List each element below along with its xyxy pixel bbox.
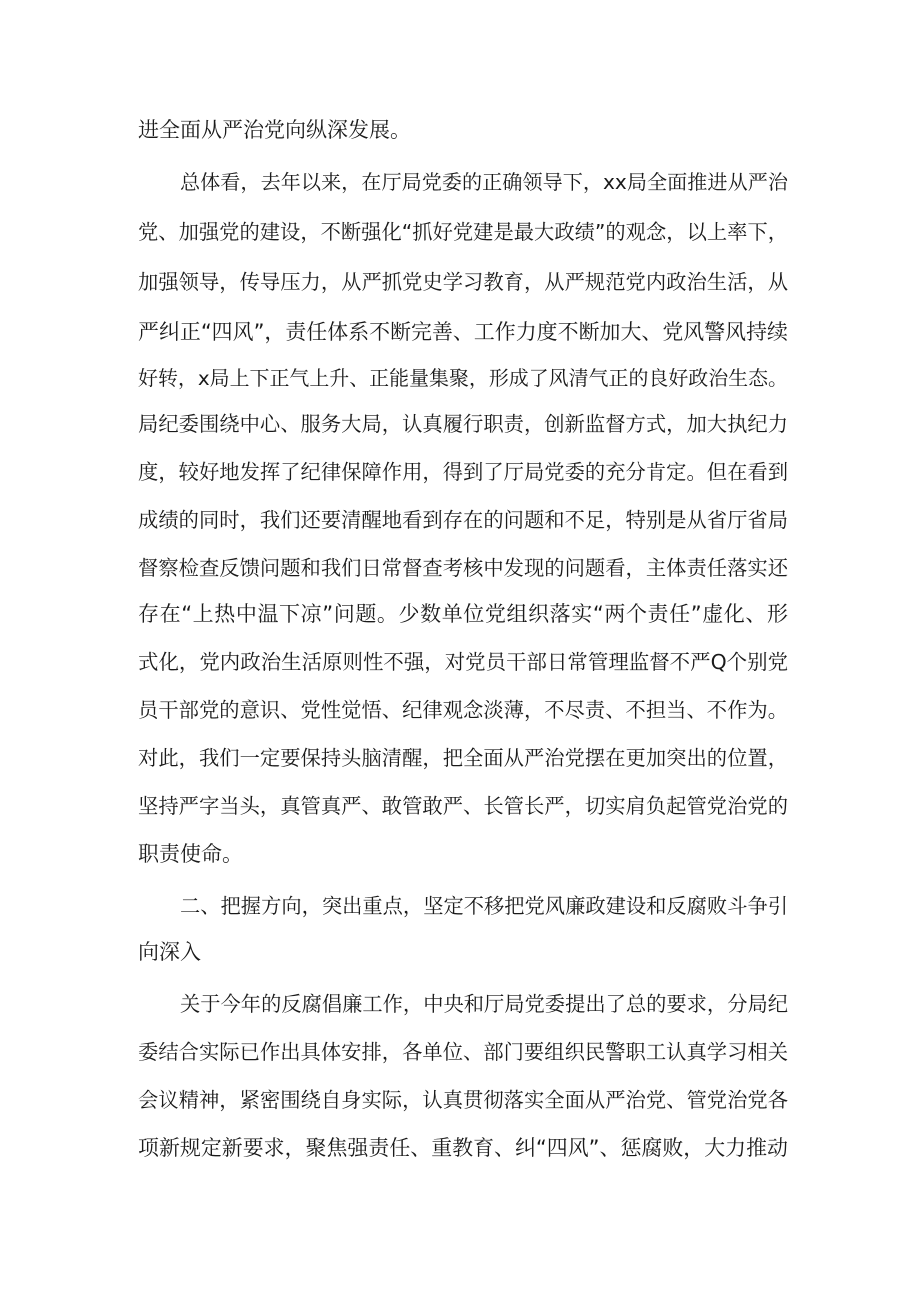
text-line: 职责使命。 xyxy=(138,842,243,866)
text-line: 度，较好地发挥了纪律保障作用，得到了厅局党委的充分肯定。但在看到 xyxy=(138,460,788,484)
text-line: 项新规定新要求，聚焦强责任、重教育、纠“四风”、惩腐败，大力推动 xyxy=(138,1136,788,1160)
text-line: 会议精神，紧密围绕自身实际，认真贯彻落实全面从严治党、管党治党各 xyxy=(138,1088,788,1112)
text-line: 好转，x局上下正气上升、正能量集聚，形成了风清气正的良好政治生态。 xyxy=(138,366,788,390)
text-line: 进全面从严治党向纵深发展。 xyxy=(138,118,411,142)
text-line: 严纠正“四风”，责任体系不断完善、工作力度不断加大、党风警风持续 xyxy=(138,320,788,344)
text-line: 对此，我们一定要保持头脑清醒，把全面从严治党摆在更加突出的位置， xyxy=(138,746,788,770)
text-line: 关于今年的反腐倡廉工作，中央和厅局党委提出了总的要求，分局纪 xyxy=(180,992,788,1016)
text-line: 局纪委围绕中心、服务大局，认真履行职责，创新监督方式，加大执纪力 xyxy=(138,412,788,436)
text-line: 员干部党的意识、党性觉悟、纪律观念淡薄，不尽责、不担当、不作为。 xyxy=(138,698,788,722)
text-line: 成绩的同时，我们还要清醒地看到存在的问题和不足，特别是从省厅省局 xyxy=(138,508,788,532)
text-line: 存在“上热中温下凉”问题。少数单位党组织落实“两个责任”虚化、形 xyxy=(138,602,788,626)
text-line: 坚持严字当头，真管真严、敢管敢严、长管长严，切实肩负起管党治党的 xyxy=(138,794,788,818)
text-line: 加强领导，传导压力，从严抓党史学习教育，从严规范党内政治生活，从 xyxy=(138,270,788,294)
text-line: 督察检查反馈问题和我们日常督查考核中发现的问题看，主体责任落实还 xyxy=(138,556,788,580)
section-heading: 二、把握方向，突出重点，坚定不移把党风廉政建设和反腐败斗争引 xyxy=(180,894,788,918)
section-heading-continuation: 向深入 xyxy=(138,940,201,964)
text-line: 委结合实际已作出具体安排，各单位、部门要组织民警职工认真学习相关 xyxy=(138,1040,788,1064)
text-line: 总体看，去年以来，在厅局党委的正确领导下，xx局全面推进从严治 xyxy=(180,170,788,194)
text-line: 式化，党内政治生活原则性不强，对党员干部日常管理监督不严Q个别党 xyxy=(138,650,788,674)
text-line: 党、加强党的建设，不断强化“抓好党建是最大政绩”的观念，以上率下， xyxy=(138,220,788,244)
